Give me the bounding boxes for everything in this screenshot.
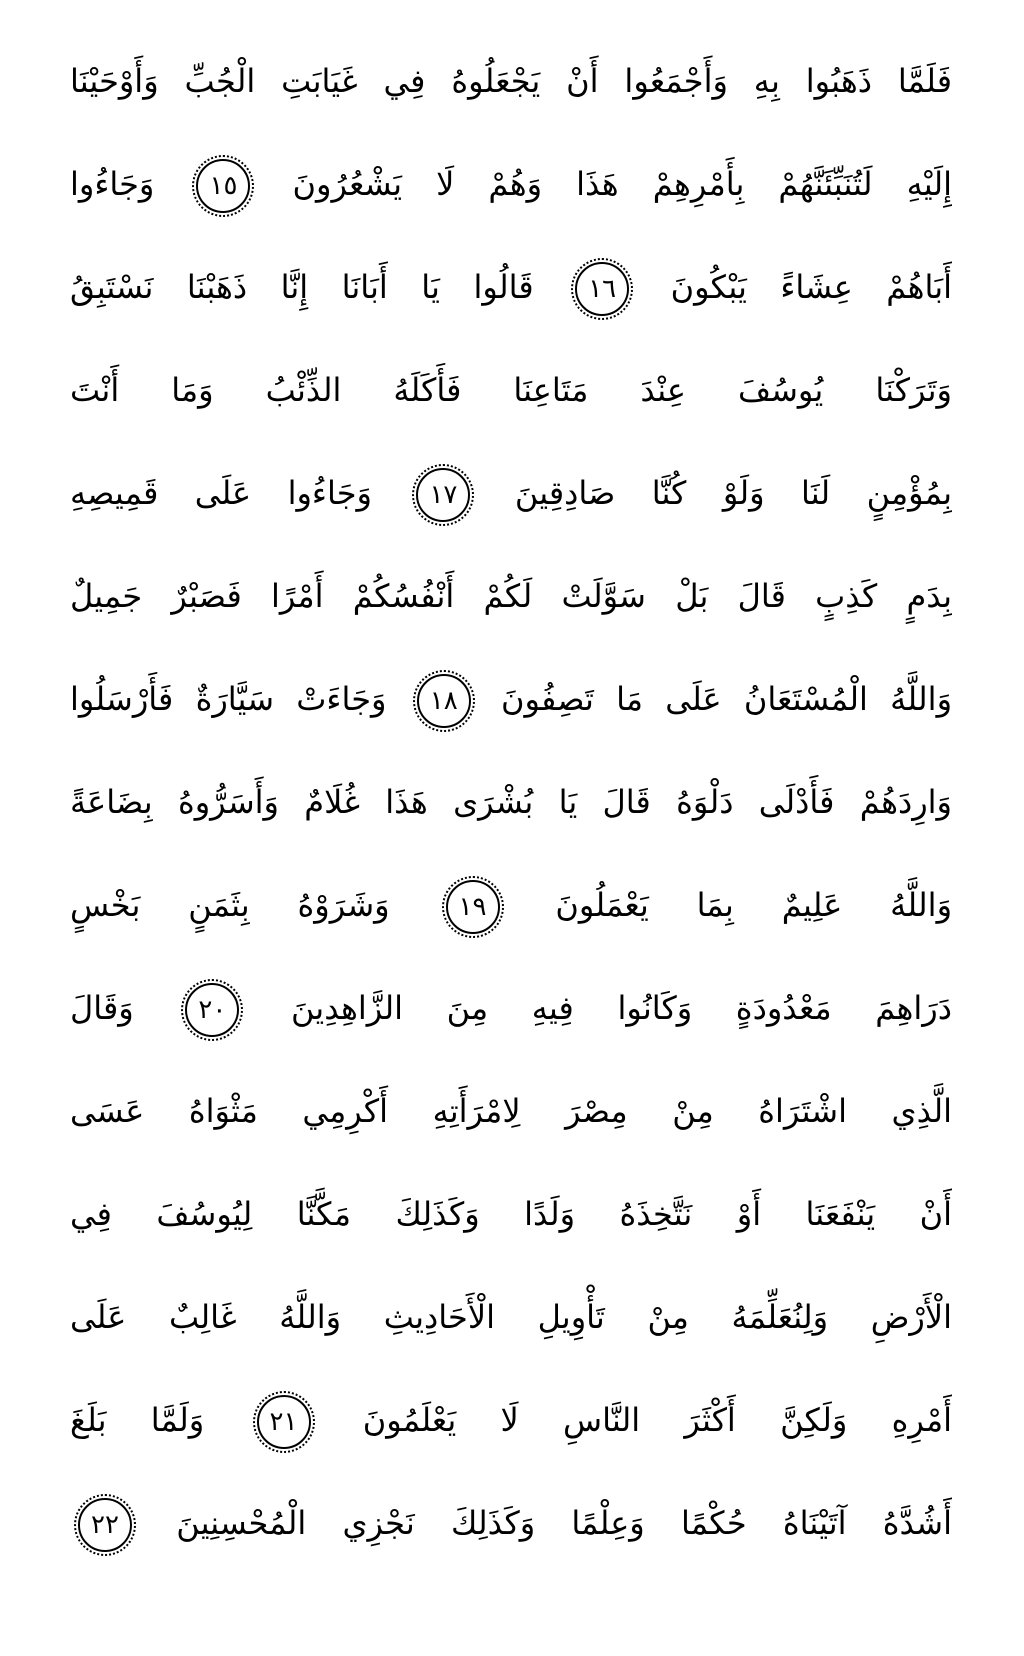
ayah-number: ١٨ (429, 686, 458, 716)
quran-line (70, 1266, 952, 1369)
quran-line (70, 751, 952, 854)
ayah-text: وَقَالَ (70, 989, 134, 1027)
ayah-text: وَاللَّهُ الْمُسْتَعَانُ عَلَى مَا تَصِفُونَ (500, 680, 952, 718)
ayah-text: أَبَاهُمْ عِشَاءً يَبْكُونَ (670, 268, 952, 306)
quran-line (70, 1060, 952, 1163)
ayah-text: وَاللَّهُ عَلِيمٌ بِمَا يَعْمَلُونَ (555, 886, 952, 924)
quran-line (70, 1163, 952, 1266)
ayah-end-marker (446, 880, 500, 934)
ayah-text: وَجَاءُوا (70, 165, 155, 203)
quran-line (70, 648, 952, 751)
ayah-number: ٢٢ (91, 1510, 119, 1540)
ayah-end-marker (417, 674, 471, 728)
ayah-text: بِمُؤْمِنٍ لَنَا وَلَوْ كُنَّا صَادِقِينَ (514, 474, 952, 512)
quran-line (70, 957, 952, 1060)
quran-line (70, 30, 952, 133)
ayah-text: فَلَمَّا ذَهَبُوا بِهِ وَأَجْمَعُوا أَنْ يَجْعَلُوهُ فِي غَيَابَتِ الْجُبِّ وَأَوْحَيْنَا (70, 62, 952, 100)
ayah-number: ١٧ (429, 480, 458, 510)
ayah-text: وَلَمَّا بَلَغَ (70, 1401, 205, 1439)
ayah-text: أَشُدَّهُ آتَيْنَاهُ حُكْمًا وَعِلْمًا وَكَذَلِكَ نَجْزِي الْمُحْسِنِينَ (176, 1504, 952, 1542)
ayah-end-marker (196, 159, 250, 213)
quran-line (70, 545, 952, 648)
ayah-number: ١٦ (588, 274, 617, 304)
ayah-text: إِلَيْهِ لَتُنَبِّئَنَّهُمْ بِأَمْرِهِمْ هَذَا وَهُمْ لَا يَشْعُرُونَ (292, 165, 952, 203)
ayah-number: ١٩ (458, 892, 487, 922)
quran-line (70, 1369, 952, 1472)
ayah-text: دَرَاهِمَ مَعْدُودَةٍ وَكَانُوا فِيهِ مِنَ الزَّاهِدِينَ (290, 989, 952, 1027)
ayah-text: قَالُوا يَا أَبَانَا إِنَّا ذَهَبْنَا نَسْتَبِقُ (70, 268, 534, 306)
ayah-text: وَجَاءُوا عَلَى قَمِيصِهِ (70, 474, 372, 512)
ayah-text: بِدَمٍ كَذِبٍ قَالَ بَلْ سَوَّلَتْ لَكُمْ أَنْفُسُكُمْ أَمْرًا فَصَبْرٌ جَمِيلٌ (70, 577, 952, 615)
ayah-text: أَمْرِهِ وَلَكِنَّ أَكْثَرَ النَّاسِ لَا يَعْلَمُونَ (362, 1401, 952, 1439)
ayah-text: الْأَرْضِ وَلِنُعَلِّمَهُ مِنْ تَأْوِيلِ الْأَحَادِيثِ وَاللَّهُ غَالِبٌ عَلَى (70, 1298, 952, 1336)
ayah-number: ٢١ (269, 1407, 298, 1437)
quran-line (70, 339, 952, 442)
ayah-end-marker (257, 1395, 311, 1449)
ayah-number: ٢٠ (198, 995, 227, 1025)
ayah-text: الَّذِي اشْتَرَاهُ مِنْ مِصْرَ لِامْرَأَتِهِ أَكْرِمِي مَثْوَاهُ عَسَى (70, 1092, 952, 1130)
quran-line (70, 236, 952, 339)
quran-line (70, 1472, 952, 1575)
quran-line (70, 442, 952, 545)
quran-line (70, 133, 952, 236)
quran-text-block (70, 30, 952, 1575)
ayah-end-marker (78, 1498, 132, 1552)
ayah-end-marker (575, 262, 629, 316)
ayah-text: وَجَاءَتْ سَيَّارَةٌ فَأَرْسَلُوا (70, 680, 387, 718)
ayah-text: وَشَرَوْهُ بِثَمَنٍ بَخْسٍ (70, 886, 390, 924)
ayah-number: ١٥ (209, 171, 238, 201)
quran-line (70, 854, 952, 957)
ayah-end-marker (185, 983, 239, 1037)
ayah-text: أَنْ يَنْفَعَنَا أَوْ نَتَّخِذَهُ وَلَدًا وَكَذَلِكَ مَكَّنَّا لِيُوسُفَ فِي (70, 1195, 952, 1233)
ayah-text: وَتَرَكْنَا يُوسُفَ عِنْدَ مَتَاعِنَا فَأَكَلَهُ الذِّئْبُ وَمَا أَنْتَ (70, 371, 952, 409)
ayah-end-marker (416, 468, 470, 522)
ayah-text: وَارِدَهُمْ فَأَدْلَى دَلْوَهُ قَالَ يَا بُشْرَى هَذَا غُلَامٌ وَأَسَرُّوهُ بِضَاعَةً (70, 783, 952, 821)
